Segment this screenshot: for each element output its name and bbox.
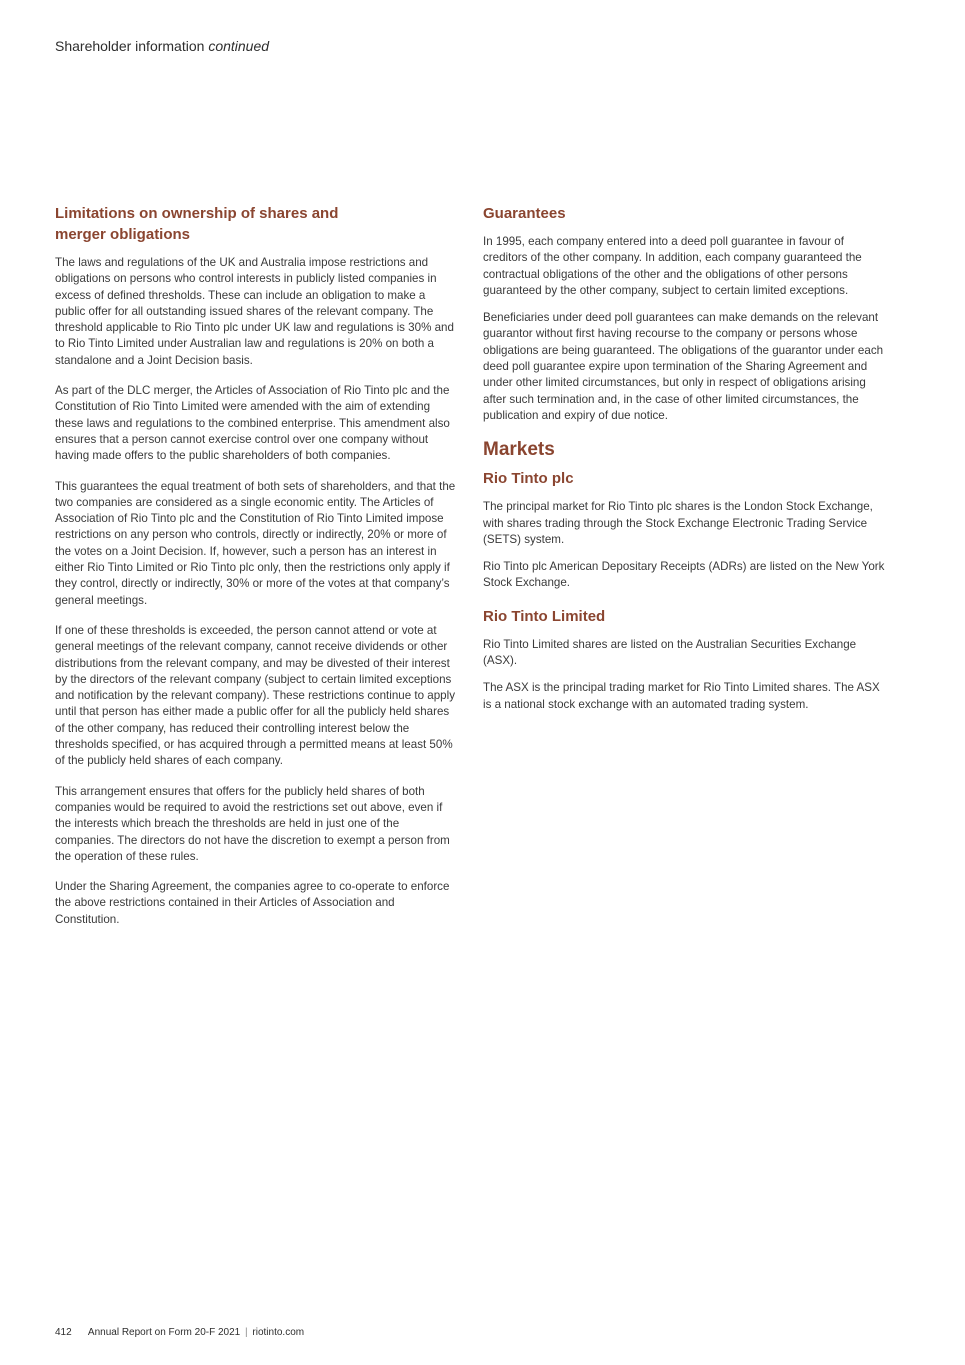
website-link[interactable]: riotinto.com: [252, 1327, 305, 1338]
left-column: [55, 203, 457, 939]
running-header-suffix: continued: [208, 38, 270, 54]
guarantees-paragraph-2: Beneficiaries under deed poll guarantees can make demands on the relevant guarantor without first having recourse to the company or persons whose obligations are being guaranteed. The obligations of the guarantor under each deed poll guarantee expire upon termination of the Sharing Agreement and under other limited circumstances, but only in respect of obligations arising after such termination and, in the case of other limited circumstances, the publication and expiry of due notice.: [483, 311, 884, 422]
page-footer: [55, 1327, 304, 1338]
footer-separator: |: [245, 1327, 248, 1338]
limited-paragraph-2: The ASX is the principal trading market for Rio Tinto Limited shares. The ASX is a national stock exchange with an automated trading system.: [483, 681, 880, 711]
right-column: [483, 203, 885, 724]
ownership-paragraph-2: As part of the DLC merger, the Articles of Association of Rio Tinto plc and the Constitution of Rio Tinto Limited were amended with the aim of extending these laws and regulations to the combined enterprise. This amendment also ensures that a person cannot exercise control over one company without having made offers to the public shareholders of both companies.: [55, 384, 450, 463]
guarantees-heading: Guarantees: [483, 205, 566, 222]
running-header: [55, 38, 269, 54]
ownership-limitations-heading: [55, 203, 457, 245]
running-header-title: Shareholder information: [55, 38, 205, 54]
ownership-paragraph-6: Under the Sharing Agreement, the companies agree to co-operate to enforce the above restrictions contained in their Articles of Association and Constitution.: [55, 880, 450, 926]
ownership-paragraph-5: This arrangement ensures that offers for the publicly held shares of both companies would be required to avoid the restrictions set out above, even if the interests which breach the thresholds are held in just one of the companies. The directors do not have the discretion to exempt a person from the operation of these rules.: [55, 784, 450, 863]
rio-tinto-limited-heading: Rio Tinto Limited: [483, 607, 606, 625]
page-number: 412: [55, 1327, 72, 1338]
ownership-paragraph-3: This guarantees the equal treatment of both sets of shareholders, and that the two companies are considered as a single economic entity. The Articles of Association of Rio Tinto plc and the Constitution of Rio Tinto Limited impose restrictions on any person who controls, directly or indirectly, 20% or more of the votes on a Joint Decision. If, however, such a person has an interest in either Rio Tinto Limited or Rio Tinto plc only, then the restrictions only apply if they control, directly or indirectly, 30% or more of the votes at that company’s general meetings.: [55, 479, 456, 607]
report-title: Annual Report on Form 20-F 2021: [87, 1327, 241, 1338]
guarantees-paragraph-1: In 1995, each company entered into a deed poll guarantee in favour of creditors of the other company. In addition, each company guaranteed the contractual obligations of the other and the obligations of other persons guaranteed by the other company, subject to certain limited exceptions.: [483, 235, 862, 297]
plc-paragraph-2: Rio Tinto plc American Depositary Receipts (ADRs) are listed on the New York Stock Exchange.: [483, 560, 885, 590]
ownership-heading-line2: merger obligations: [55, 226, 191, 243]
ownership-paragraph-4: If one of these thresholds is exceeded, the person cannot attend or vote at general meetings of the relevant company, cannot receive dividends or other distributions from the relevant company, and may be divested of their interest by the directors of the relevant company (subject to certain limited exceptions and notification by the relevant company). These restrictions continue to apply until that person has either made a public offer for all the publicly held shares of the other company, has reduced their controlling interest below the thresholds specified, or has acquired through a permitted means at least 50% of the publicly held shares of each company.: [55, 623, 455, 768]
ownership-paragraph-1: The laws and regulations of the UK and Australia impose restrictions and obligations on persons who control interests in publicly listed companies in excess of defined thresholds. These can include an obligation to make a public offer for all outstanding issued shares of the relevant company. The threshold applicable to Rio Tinto plc under UK law and regulations is 30% and to Rio Tinto Limited under Australian law and regulations is 20% on both a standalone and a Joint Decision basis.: [55, 256, 454, 367]
ownership-heading-line1: Limitations on ownership of shares and: [55, 205, 339, 222]
markets-heading: Markets: [483, 439, 555, 461]
plc-paragraph-1: The principal market for Rio Tinto plc shares is the London Stock Exchange, with shares trading through the Stock Exchange Electronic Trading Service (SETS) system.: [483, 500, 873, 546]
limited-paragraph-1: Rio Tinto Limited shares are listed on the Australian Securities Exchange (ASX).: [483, 637, 857, 668]
rio-tinto-plc-heading: Rio Tinto plc: [483, 470, 574, 488]
